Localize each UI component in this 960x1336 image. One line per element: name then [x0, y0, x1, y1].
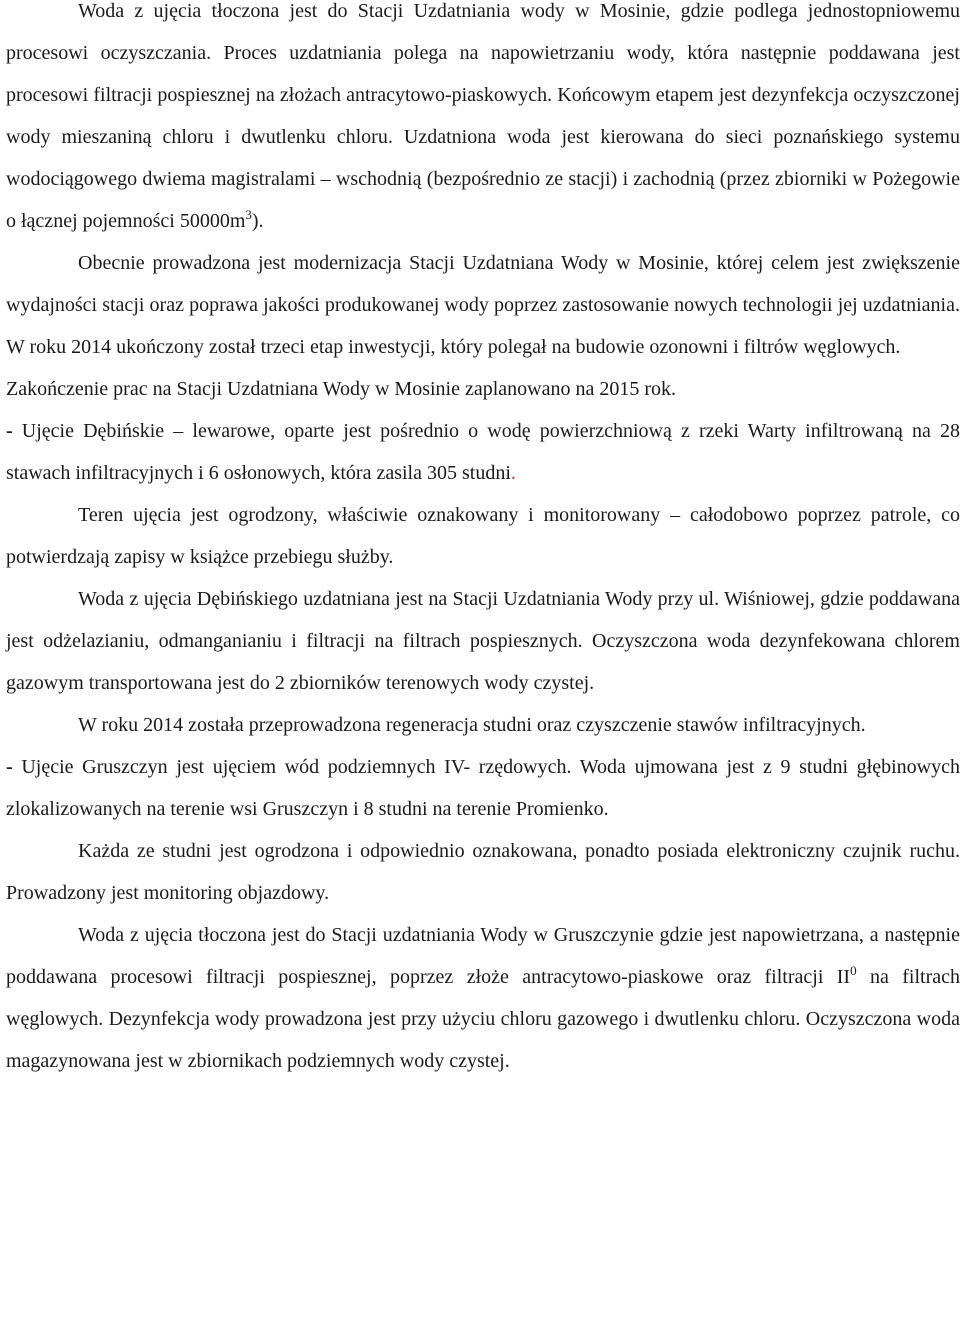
paragraph-gruszczyn-intake [6, 746, 960, 830]
paragraph-mosina-treatment [6, 0, 960, 242]
superscript-cubic: 3 [245, 207, 252, 222]
paragraph-debinskie-intake [6, 410, 960, 494]
paragraph-tail: ). [251, 210, 264, 232]
bullet-dash: - [6, 756, 13, 778]
paragraph-text: Ujęcie Dębińskie – lewarowe, oparte jest pośrednio o wodę powierzchniową z rzeki Warty infiltrowaną na 28 stawach infiltracyjnych i 6 osłonowych, która zasila 305 studni [6, 420, 960, 484]
paragraph-tail: na filtrach węglowych. Dezynfekcja wody prowadzona jest przy użyciu chloru gazowego i dwutlenku chloru. Oczyszczona woda magazynowana jest w zbiornikach podziemnych wody czystej. [6, 966, 960, 1072]
paragraph-debinskie-security: Teren ujęcia jest ogrodzony, właściwie oznakowany i monitorowany – całodobowo poprzez patrole, co potwierdzają zapisy w książce przebiegu służby. [6, 504, 960, 568]
document-body [6, 0, 960, 1082]
paragraph-regeneration: W roku 2014 została przeprowadzona regeneracja studni oraz czyszczenie stawów infiltracyjnych. [78, 714, 866, 736]
bullet-dash: - [6, 420, 13, 442]
paragraph-text: Woda z ujęcia tłoczona jest do Stacji uzdatniania Wody w Gruszczynie gdzie jest napowietrzana, a następnie poddawana procesowi filtracji pospiesznej, poprzez złoże antracytowo-piaskowe oraz filtracji II [6, 924, 960, 988]
paragraph-completion: Zakończenie prac na Stacji Uzdatniana Wody w Mosinie zaplanowano na 2015 rok. [6, 378, 677, 400]
paragraph-gruszczyn-security: Każda ze studni jest ogrodzona i odpowiednio oznakowana, ponadto posiada elektroniczny czujnik ruchu. Prowadzony jest monitoring objazdowy. [6, 840, 960, 904]
paragraph-modernization: Obecnie prowadzona jest modernizacja Stacji Uzdatniana Wody w Mosinie, której celem jest zwiększenie wydajności stacji oraz poprawa jakości produkowanej wody poprzez zastosowanie nowych technologii jej uzdatniania. W roku 2014 ukończony został trzeci etap inwestycji, który polegał na budowie ozonowni i filtrów węglowych. [6, 252, 960, 358]
paragraph-text: Ujęcie Gruszczyn jest ujęciem wód podziemnych IV- rzędowych. Woda ujmowana jest z 9 studni głębinowych zlokalizowanych na terenie wsi Gruszczyn i 8 studni na terenie Promienko. [6, 756, 960, 820]
superscript-degree: 0 [850, 963, 857, 978]
paragraph-tail: . [510, 462, 516, 484]
paragraph-text: Woda z ujęcia tłoczona jest do Stacji Uzdatniania wody w Mosinie, gdzie podlega jednostopniowemu procesowi oczyszczania. Proces uzdatniania polega na napowietrzaniu wody, która następnie poddawana jest procesowi filtracji pospiesznej na złożach antracytowo-piaskowych. Końcowym etapem jest dezynfekcja oczyszczonej wody mieszaniną chloru i dwutlenku chloru. Uzdatniona woda jest kierowana do sieci poznańskiego systemu wodociągowego dwiema magistralami – wschodnią (bezpośrednio ze stacji) i zachodnią (przez zbiorniki w Pożegowie o łącznej pojemności 50000m [6, 0, 960, 232]
paragraph-debinskie-treatment: Woda z ujęcia Dębińskiego uzdatniana jest na Stacji Uzdatniania Wody przy ul. Wiśniowej, gdzie poddawana jest odżelazianiu, odmanganianiu i filtracji na filtrach pospiesznych. Oczyszczona woda dezynfekowana chlorem gazowym transportowana jest do 2 zbiorników terenowych wody czystej. [6, 588, 960, 694]
paragraph-gruszczyn-treatment [6, 914, 960, 1082]
